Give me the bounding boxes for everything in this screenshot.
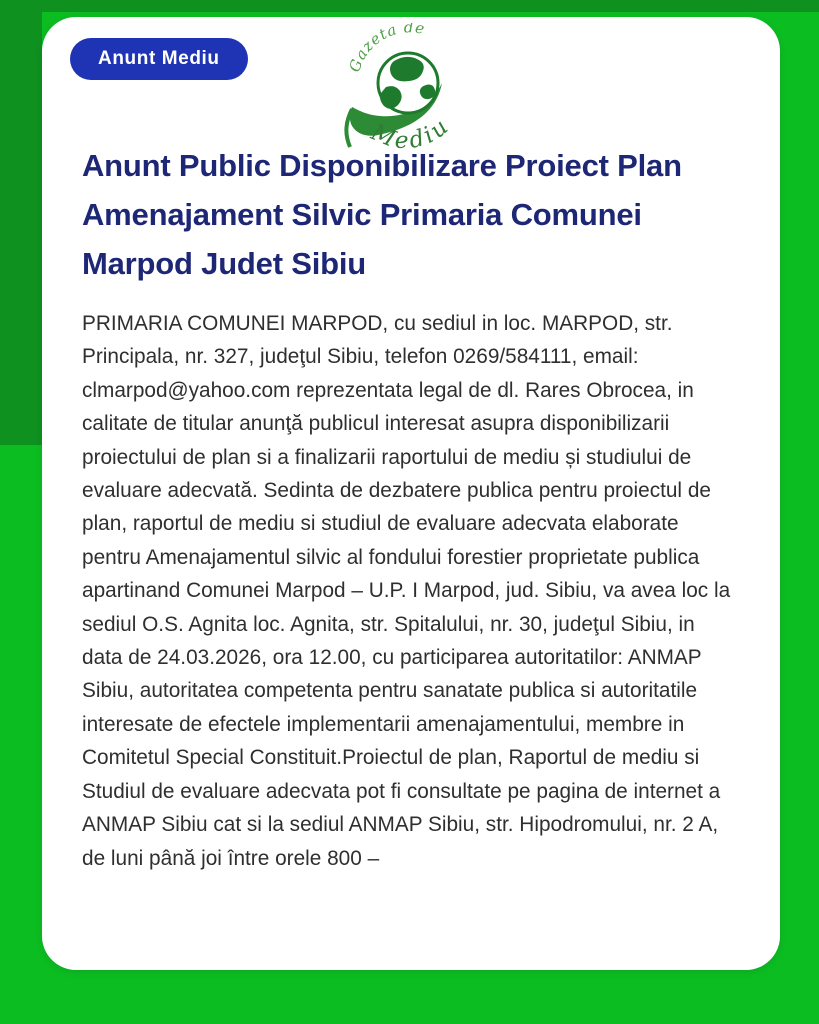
category-badge[interactable]: Anunt Mediu <box>70 38 248 80</box>
article-content <box>42 17 780 875</box>
background-left-band <box>0 0 42 445</box>
logo-text-bottom: Mediu <box>367 112 456 155</box>
announcement-body: PRIMARIA COMUNEI MARPOD, cu sediul in loc. MARPOD, str. Principala, nr. 327, judeţul Sibiu, telefon 0269/584111, email: clmarpod@yahoo.com reprezentata legal de dl. Rares Obrocea, in calitate de titular anunţă publicul interesat asupra disponibilizarii proiectului de plan si a finalizarii raportului de mediu și studiului de evaluare adecvată. Sedinta de dezbatere publica pentru proiectul de plan, raportul de mediu si studiul de evaluare adecvata elaborate pentru Amenajamentul silvic al fondului forestier proprietate publica apartinand Comunei Marpod – U.P. I Marpod, jud. Sibiu, va avea loc la sediul O.S. Agnita loc. Agnita, str. Spitalului, nr. 30, judeţul Sibiu, in data de 24.03.2026, ora 12.00, cu participarea autoritatilor: ANMAP Sibiu, autoritatea competenta pentru sanatate publica si autoritatile interesate de efectele implementarii amenajamentului, membre in Comitetul Special Constituit.Proiectul de plan, Raportul de mediu si Studiul de evaluare adecvata pot fi consultate pe pagina de internet a ANMAP Sibiu cat si la sediul ANMAP Sibiu, str. Hipodromului, nr. 2 A, de luni până joi între orele 800 – <box>82 312 731 870</box>
logo-text-top: Gazeta de <box>345 23 427 75</box>
background-top-band <box>0 0 819 12</box>
page-title: Anunt Public Disponibilizare Proiect Plan Amenajament Silvic Primaria Comunei Marpod Judet Sibiu <box>82 148 682 281</box>
announcement-card <box>42 17 780 970</box>
